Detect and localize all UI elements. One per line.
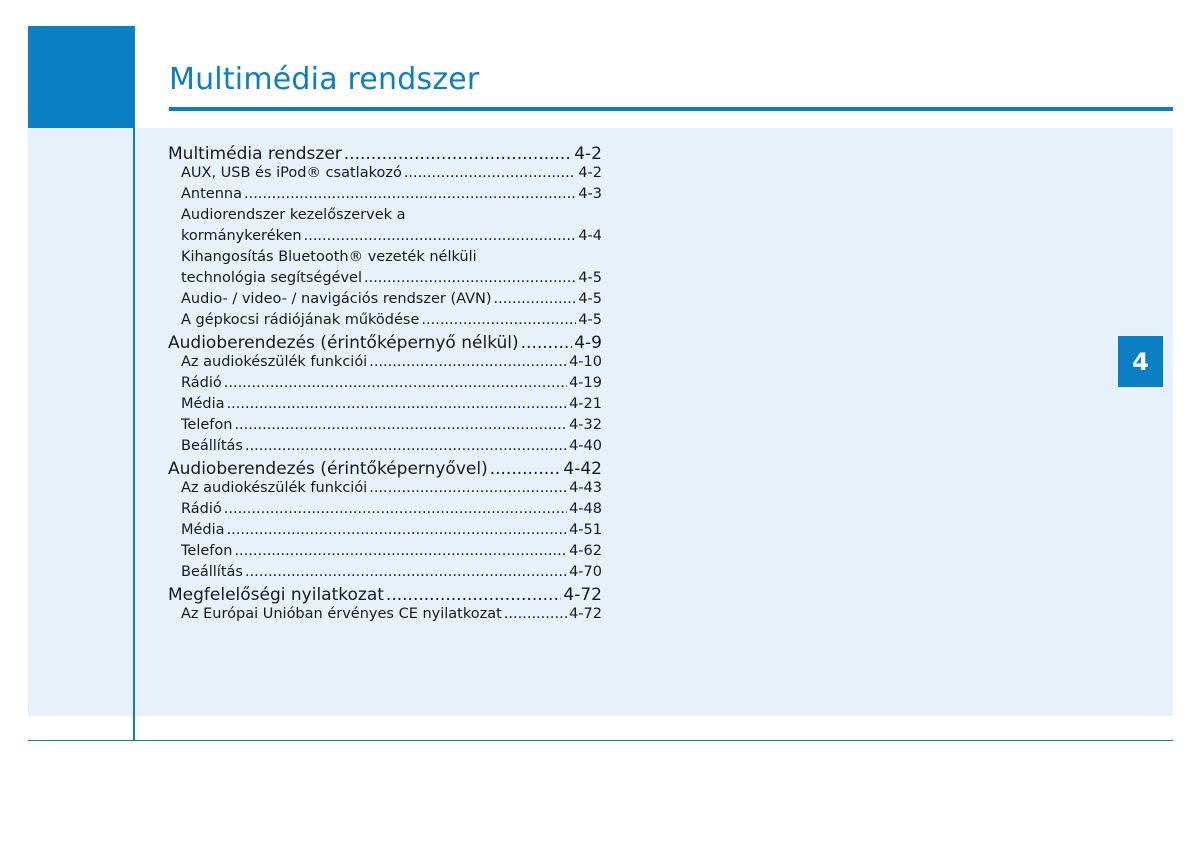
toc-section-entry[interactable] [168, 333, 602, 354]
toc-entry[interactable] [168, 228, 602, 249]
toc-entry-page: 4-10 [569, 354, 602, 370]
toc-entry-page: 4-2 [574, 144, 602, 164]
toc-entry[interactable] [168, 606, 602, 627]
toc-entry[interactable] [168, 417, 602, 438]
toc-entry-page: 4-70 [569, 564, 602, 580]
toc-dot-leader [227, 396, 568, 412]
toc-entry[interactable] [168, 165, 602, 186]
toc-entry-page: 4-32 [569, 417, 602, 433]
toc-entry-page: 4-19 [569, 375, 602, 391]
toc-dot-leader [304, 228, 577, 244]
toc-entry-label: Audioberendezés (érintőképernyővel) [168, 459, 488, 479]
toc-entry-label: Az audiokészülék funkciói [181, 354, 368, 370]
toc-entry[interactable] [168, 543, 602, 564]
toc-entry-label: kormánykeréken [181, 228, 302, 244]
toc-entry-label: Multimédia rendszer [168, 144, 342, 164]
toc-entry-label: A gépkocsi rádiójának működése [181, 312, 420, 328]
toc-entry-page: 4-62 [569, 543, 602, 559]
toc-dot-leader [224, 501, 567, 517]
page-title: Multimédia rendszer [169, 62, 480, 97]
toc-dot-leader [244, 186, 576, 202]
toc-entry-page: 4-72 [569, 606, 602, 622]
toc-entry[interactable] [168, 396, 602, 417]
toc-dot-leader [369, 354, 567, 370]
toc-entry[interactable] [168, 312, 602, 333]
toc-dot-leader [521, 333, 573, 353]
toc-entry-label: Média [181, 396, 225, 412]
toc-entry[interactable] [168, 501, 602, 522]
toc-dot-leader [386, 585, 561, 605]
corner-block [28, 26, 134, 128]
toc-section-entry[interactable] [168, 459, 602, 480]
toc-entry-page: 4-42 [563, 459, 602, 479]
toc-dot-leader [344, 144, 572, 164]
toc-entry-page: 4-4 [578, 228, 602, 244]
toc-dot-leader [227, 522, 568, 538]
toc-entry-label: Telefon [181, 417, 233, 433]
toc-entry-label: Média [181, 522, 225, 538]
toc-entry[interactable] [168, 564, 602, 585]
toc-entry[interactable] [168, 186, 602, 207]
toc-entry-page: 4-9 [574, 333, 602, 353]
toc-entry-label: Rádió [181, 375, 222, 391]
toc-dot-leader [245, 438, 567, 454]
chapter-tab[interactable]: 4 [1118, 336, 1163, 387]
toc-entry-page: 4-5 [578, 312, 602, 328]
toc-entry-label: Audiorendszer kezelőszervek a [181, 207, 406, 223]
toc-entry[interactable] [168, 291, 602, 312]
toc-entry[interactable] [168, 249, 602, 270]
toc-section-entry[interactable] [168, 144, 602, 165]
title-underline [169, 107, 1173, 111]
toc-entry-label: Kihangosítás Bluetooth® vezeték nélküli [181, 249, 477, 265]
toc-entry-page: 4-5 [578, 291, 602, 307]
toc-entry-label: Audio- / video- / navigációs rendszer (AVN) [181, 291, 492, 307]
toc-entry-label: Telefon [181, 543, 233, 559]
left-vertical-rule [133, 26, 135, 741]
toc-section-entry[interactable] [168, 585, 602, 606]
toc-entry-page: 4-51 [569, 522, 602, 538]
toc-entry-label: Az audiokészülék funkciói [181, 480, 368, 496]
toc-entry[interactable] [168, 207, 602, 228]
toc-entry-page: 4-2 [578, 165, 602, 181]
toc-entry-label: Beállítás [181, 564, 243, 580]
toc-entry-label: Rádió [181, 501, 222, 517]
toc-dot-leader [494, 291, 577, 307]
toc-dot-leader [245, 564, 567, 580]
toc-dot-leader [421, 312, 576, 328]
toc-dot-leader [504, 606, 567, 622]
toc-dot-leader [234, 417, 567, 433]
toc-dot-leader [369, 480, 567, 496]
toc-entry-label: Antenna [181, 186, 242, 202]
toc-dot-leader [234, 543, 567, 559]
toc-entry[interactable] [168, 438, 602, 459]
toc-entry-page: 4-43 [569, 480, 602, 496]
toc-entry-label: Beállítás [181, 438, 243, 454]
toc-entry[interactable] [168, 354, 602, 375]
toc-entry[interactable] [168, 270, 602, 291]
bottom-rule [28, 740, 1173, 741]
toc-entry-page: 4-21 [569, 396, 602, 412]
toc-entry-page: 4-5 [578, 270, 602, 286]
toc-entry-label: Audioberendezés (érintőképernyő nélkül) [168, 333, 519, 353]
toc-entry-page: 4-3 [578, 186, 602, 202]
toc-entry-page: 4-40 [569, 438, 602, 454]
toc-entry-label: technológia segítségével [181, 270, 362, 286]
table-of-contents [168, 144, 602, 627]
toc-entry-label: Megfelelőségi nyilatkozat [168, 585, 384, 605]
toc-entry-label: Az Európai Unióban érvényes CE nyilatkozat [181, 606, 502, 622]
toc-entry-label: AUX, USB és iPod® csatlakozó [181, 165, 402, 181]
toc-dot-leader [404, 165, 576, 181]
toc-entry[interactable] [168, 480, 602, 501]
toc-dot-leader [224, 375, 567, 391]
toc-dot-leader [364, 270, 576, 286]
toc-entry-page: 4-72 [563, 585, 602, 605]
toc-entry[interactable] [168, 522, 602, 543]
toc-entry-page: 4-48 [569, 501, 602, 517]
toc-entry[interactable] [168, 375, 602, 396]
toc-dot-leader [490, 459, 562, 479]
left-margin-band [28, 26, 134, 716]
